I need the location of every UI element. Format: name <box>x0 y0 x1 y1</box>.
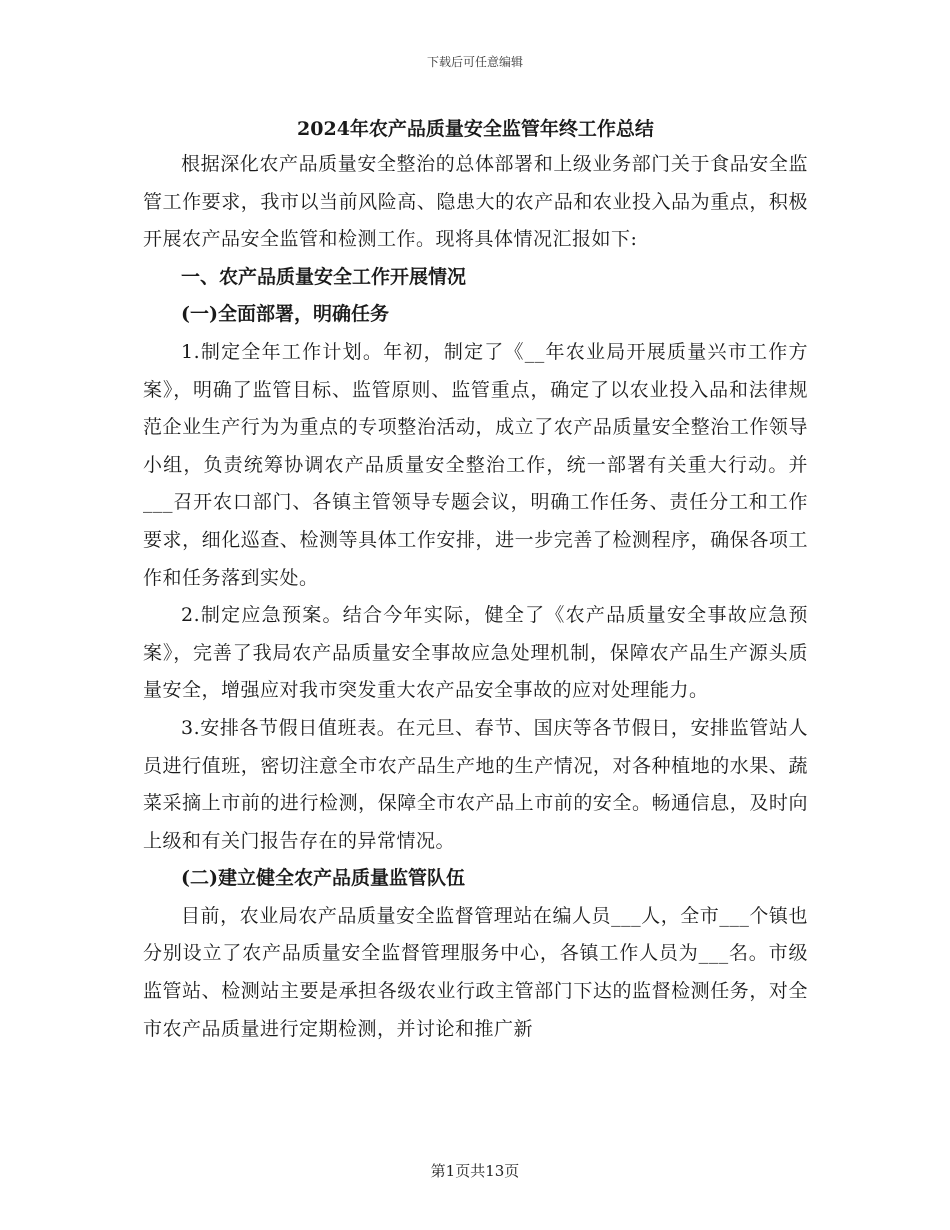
paragraph-team: 目前，农业局农产品质量安全监督管理站在编人员___人，全市___个镇也分别设立了农产品质量安全监督管理服务中心，各镇工作人员为___名。市级监管站、检测站主要是承担各级农业行政主管部门下达的监督检测任务，对全市农产品质量进行定期检测，并讨论和推广新 <box>143 904 808 1040</box>
paragraph-item-1: 1.制定全年工作计划。年初，制定了《__年农业局开展质量兴市工作方案》，明确了监管目标、监管原则、监管重点，确定了以农业投入品和法律规范企业生产行为为重点的专项整治活动，成立了农产品质量安全整治工作领导小组，负责统筹协调农产品质量安全整治工作，统一部署有关重大行动。并___召开农口部门、各镇主管领导专题会议，明确工作任务、责任分工和工作要求，细化巡查、检测等具体工作安排，进一步完善了检测程序，确保各项工作和任务落到实处。 <box>143 340 808 589</box>
section-heading-1: 一、农产品质量安全工作开展情况 <box>181 265 467 288</box>
document-title: 2024年农产品质量安全监管年终工作总结 <box>297 118 654 140</box>
paragraph-item-2: 2.制定应急预案。结合今年实际，健全了《农产品质量安全事故应急预案》，完善了我局农产品质量安全事故应急处理机制，保障农产品生产源头质量安全，增强应对我市突发重大农产品安全事故的应对处理能力。 <box>143 604 808 702</box>
subsection-heading-2: (二)建立健全农产品质量监管队伍 <box>181 867 465 890</box>
subsection-heading-1: (一)全面部署，明确任务 <box>181 303 389 326</box>
paragraph-item-3: 3.安排各节假日值班表。在元旦、春节、国庆等各节假日，安排监管站人员进行值班，密切注意全市农产品生产地的生产情况，对各种植地的水果、蔬菜采摘上市前的进行检测，保障全市农产品上市前的安全。畅通信息，及时向上级和有关门报告存在的异常情况。 <box>143 716 808 852</box>
page-number: 第1页共13页 <box>430 1162 520 1180</box>
document-body <box>143 112 808 1048</box>
header-note: 下载后可任意编辑 <box>426 55 523 69</box>
paragraph-intro: 根据深化农产品质量安全整治的总体部署和上级业务部门关于食品安全监管工作要求，我市以当前风险高、隐患大的农产品和农业投入品为重点，积极开展农产品安全监管和检测工作。现将具体情况汇报如下: <box>143 153 808 251</box>
